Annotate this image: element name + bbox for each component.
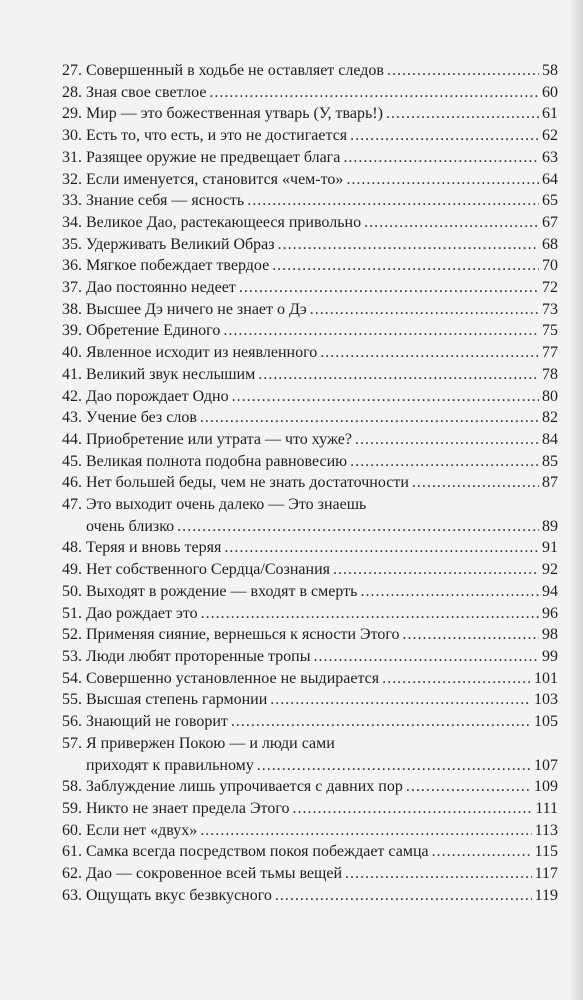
dot-leader [403,624,539,646]
toc-entry-line [62,386,558,408]
entry-title: Совершенный в ходьбе не оставляет следов [86,62,384,79]
toc-entry-line [62,472,558,494]
entry-title: Учение без слов [86,409,197,427]
toc-entry-line [62,451,558,473]
entry-number: 46. [62,474,82,492]
entry-number: 47. [62,496,82,514]
dot-leader [293,798,533,820]
toc-entry-line [62,689,558,711]
dot-leader [177,516,539,538]
dot-leader [209,82,539,104]
page-number: 92 [542,561,558,579]
entry-number: 58. [62,778,82,796]
entry-title: Нет собственного Сердца/Сознания [86,561,330,579]
entry-number: 56. [62,713,82,731]
toc-entry-line [62,234,558,256]
entry-number: 61. [62,843,82,861]
entry-number: 37. [62,279,82,297]
toc-entry [62,255,558,277]
entry-title: Самка всегда посредством покоя побеждает самца [86,843,429,861]
page-number: 85 [542,452,558,470]
entry-number: 43. [62,409,82,427]
dot-leader [386,103,539,125]
toc-entry [62,451,558,473]
entry-number: 42. [62,387,82,405]
toc-entry-line [62,537,558,559]
toc-entry [62,537,558,559]
entry-title: Мир — это божественная утварь (У, тварь!) [86,105,383,123]
page-number: 117 [534,865,558,883]
entry-title: Нет большей беды, чем не знать достаточности [86,474,409,492]
dot-leader [275,885,532,907]
toc-entry [62,60,558,82]
entry-number: 33. [62,192,82,210]
entry-title: Мягкое побеждает твердое [86,257,270,275]
toc-entry [62,407,558,429]
entry-title-continued: приходят к правильному [86,756,254,774]
entry-title: Если нет «двух» [86,821,198,839]
page-number: 99 [542,647,558,665]
toc-entry-continuation [62,755,558,777]
entry-title: Применяя сияние, вернешься к ясности Этого [86,626,400,644]
page-number: 119 [534,886,558,904]
toc-entry-continuation [62,516,558,538]
entry-number: 39. [62,322,82,340]
table-of-contents [62,60,558,906]
dot-leader [247,190,539,212]
entry-title: Знание себя — ясность [86,192,245,210]
page-number: 101 [534,669,558,687]
dot-leader [346,169,539,191]
page-number: 65 [542,192,558,210]
dot-leader [333,559,539,581]
toc-entry-line [62,668,558,690]
entry-title: Ощущать вкус безвкусного [86,886,272,904]
toc-entry [62,668,558,690]
page-number: 82 [542,409,558,427]
toc-entry-line [62,60,558,82]
entry-title: Разящее оружие не предвещает блага [86,148,341,166]
toc-entry-line [62,885,558,907]
page-number: 91 [542,539,558,557]
entry-title: Великий звук неслышим [86,365,256,383]
dot-leader [387,60,539,82]
dot-leader [200,407,539,429]
dot-leader [257,755,531,777]
entry-title: Явленное исходит из неявленного [86,344,318,362]
entry-number: 52. [62,626,82,644]
dot-leader [223,320,539,342]
toc-entry [62,429,558,451]
toc-entry [62,190,558,212]
dot-leader [406,776,531,798]
entry-title: Есть то, что есть, и это не достигается [86,127,348,145]
toc-entry-line [62,299,558,321]
page-number: 67 [542,213,558,231]
toc-entry [62,689,558,711]
entry-title: Знающий не говорит [86,713,228,731]
entry-title: Великая полнота подобна равновесию [86,452,348,470]
toc-entry [62,798,558,820]
toc-entry-line [62,103,558,125]
entry-number: 36. [62,257,82,275]
toc-entry-line [62,776,558,798]
entry-number: 48. [62,539,82,557]
entry-number: 40. [62,344,82,362]
toc-entry-line [62,820,558,842]
toc-entry-line [62,169,558,191]
page-number: 78 [542,365,558,383]
entry-number: 54. [62,669,82,687]
entry-number: 49. [62,561,82,579]
toc-entry [62,169,558,191]
dot-leader [224,537,539,559]
entry-title: Дао постоянно недеет [86,279,236,297]
dot-leader [310,299,539,321]
toc-entry-line [62,190,558,212]
toc-entry-line [62,125,558,147]
entry-number: 60. [62,821,82,839]
toc-entry [62,711,558,733]
page-number: 109 [534,778,558,796]
toc-entry-line [62,646,558,668]
toc-entry-line [62,255,558,277]
page-number: 107 [534,756,558,774]
entry-title: Это выходит очень далеко — Это знаешь [86,496,367,514]
toc-entry-line [62,494,558,516]
entry-number: 38. [62,300,82,318]
entry-number: 59. [62,799,82,817]
entry-number: 31. [62,148,82,166]
dot-leader [350,451,539,473]
entry-title: Совершенно установленное не выдирается [86,669,380,687]
toc-entry [62,559,558,581]
toc-entry [62,494,558,537]
dot-leader [278,234,539,256]
entry-number: 34. [62,213,82,231]
entry-title: Я привержен Покою — и люди сами [86,734,335,752]
toc-entry [62,776,558,798]
dot-leader [360,581,539,603]
entry-number: 50. [62,582,82,600]
dot-leader [320,342,539,364]
toc-entry-line [62,863,558,885]
page-number: 113 [534,821,558,839]
entry-number: 45. [62,452,82,470]
dot-leader [201,603,539,625]
toc-entry [62,581,558,603]
toc-entry [62,342,558,364]
page-number: 89 [542,517,558,535]
page-number: 61 [542,105,558,123]
page-number: 62 [542,127,558,145]
toc-entry-line [62,320,558,342]
toc-entry [62,320,558,342]
toc-entry-line [62,624,558,646]
entry-number: 27. [62,62,82,79]
dot-leader [355,429,539,451]
toc-entry-line [62,603,558,625]
page-number: 63 [542,148,558,166]
entry-title: Удерживать Великий Образ [86,235,275,253]
toc-entry [62,603,558,625]
page-edge-shadow [569,0,583,1000]
dot-leader [343,147,539,169]
page-number: 98 [542,626,558,644]
dot-leader [231,711,531,733]
page-number: 96 [542,604,558,622]
dot-leader [350,125,539,147]
entry-title: Никто не знает предела Этого [86,799,290,817]
entry-title: Обретение Единого [86,322,221,340]
dot-leader [364,212,539,234]
page-number: 80 [542,387,558,405]
entry-title: Приобретение или утрата — что хуже? [86,430,353,448]
toc-entry [62,841,558,863]
page-number: 60 [542,83,558,101]
toc-entry [62,125,558,147]
entry-number: 29. [62,105,82,123]
page-number: 103 [534,691,558,709]
entry-number: 51. [62,604,82,622]
page-number: 87 [542,474,558,492]
toc-entry [62,82,558,104]
entry-title-continued: очень близко [86,517,175,535]
entry-number: 44. [62,430,82,448]
toc-entry-line [62,364,558,386]
dot-leader [232,386,539,408]
entry-title: Заблуждение лишь упрочивается с давних пор [86,778,403,796]
entry-title: Люди любят проторенные тропы [86,647,311,665]
dot-leader [270,689,531,711]
dot-leader [239,277,539,299]
toc-entry [62,646,558,668]
page-number: 84 [542,430,558,448]
toc-entry-line [62,711,558,733]
toc-entry-line [62,733,558,755]
entry-title: Дао порождает Одно [86,387,229,405]
entry-number: 55. [62,691,82,709]
toc-entry-line [62,82,558,104]
entry-number: 35. [62,235,82,253]
toc-entry-line [62,407,558,429]
toc-entry [62,212,558,234]
entry-title: Теряя и вновь теряя [86,539,222,557]
entry-number: 53. [62,647,82,665]
dot-leader [258,364,539,386]
page-number: 105 [534,713,558,731]
dot-leader [272,255,539,277]
entry-title: Зная свое светлое [86,83,207,101]
toc-entry [62,820,558,842]
page-number: 111 [535,799,558,817]
entry-number: 30. [62,127,82,145]
entry-title: Дао — сокровенное всей тьмы вещей [86,865,343,883]
page-number: 58 [542,62,558,79]
toc-entry [62,299,558,321]
toc-entry [62,885,558,907]
toc-entry [62,277,558,299]
entry-title: Если именуется, становится «чем-то» [86,170,344,188]
entry-title: Выходят в рождение — входят в смерть [86,582,358,600]
toc-entry [62,733,558,776]
page-number: 72 [542,279,558,297]
dot-leader [412,472,539,494]
entry-number: 63. [62,886,82,904]
entry-number: 62. [62,865,82,883]
entry-number: 28. [62,83,82,101]
toc-entry [62,472,558,494]
dot-leader [432,841,532,863]
toc-entry [62,364,558,386]
entry-number: 57. [62,734,82,752]
toc-entry [62,234,558,256]
entry-title: Высшее Дэ ничего не знает о Дэ [86,300,307,318]
toc-entry [62,624,558,646]
page-number: 68 [542,235,558,253]
page-number: 70 [542,257,558,275]
dot-leader [313,646,539,668]
toc-entry-line [62,841,558,863]
toc-entry-line [62,147,558,169]
entry-number: 32. [62,170,82,188]
page-number: 94 [542,582,558,600]
page-number: 75 [542,322,558,340]
toc-entry [62,386,558,408]
toc-entry-line [62,559,558,581]
toc-entry [62,863,558,885]
toc-entry-line [62,581,558,603]
dot-leader [382,668,531,690]
toc-entry-line [62,277,558,299]
toc-entry-line [62,798,558,820]
page-number: 77 [542,344,558,362]
dot-leader [200,820,531,842]
entry-title: Великое Дао, растекающееся привольно [86,213,362,231]
entry-title: Высшая степень гармонии [86,691,268,709]
entry-title: Дао рождает это [86,604,198,622]
page-number: 73 [542,300,558,318]
entry-number: 41. [62,365,82,383]
toc-entry-line [62,342,558,364]
toc-entry [62,147,558,169]
toc-entry [62,103,558,125]
page-number: 115 [534,843,558,861]
page-number: 64 [542,170,558,188]
dot-leader [345,863,532,885]
toc-entry-line [62,212,558,234]
toc-entry-line [62,429,558,451]
